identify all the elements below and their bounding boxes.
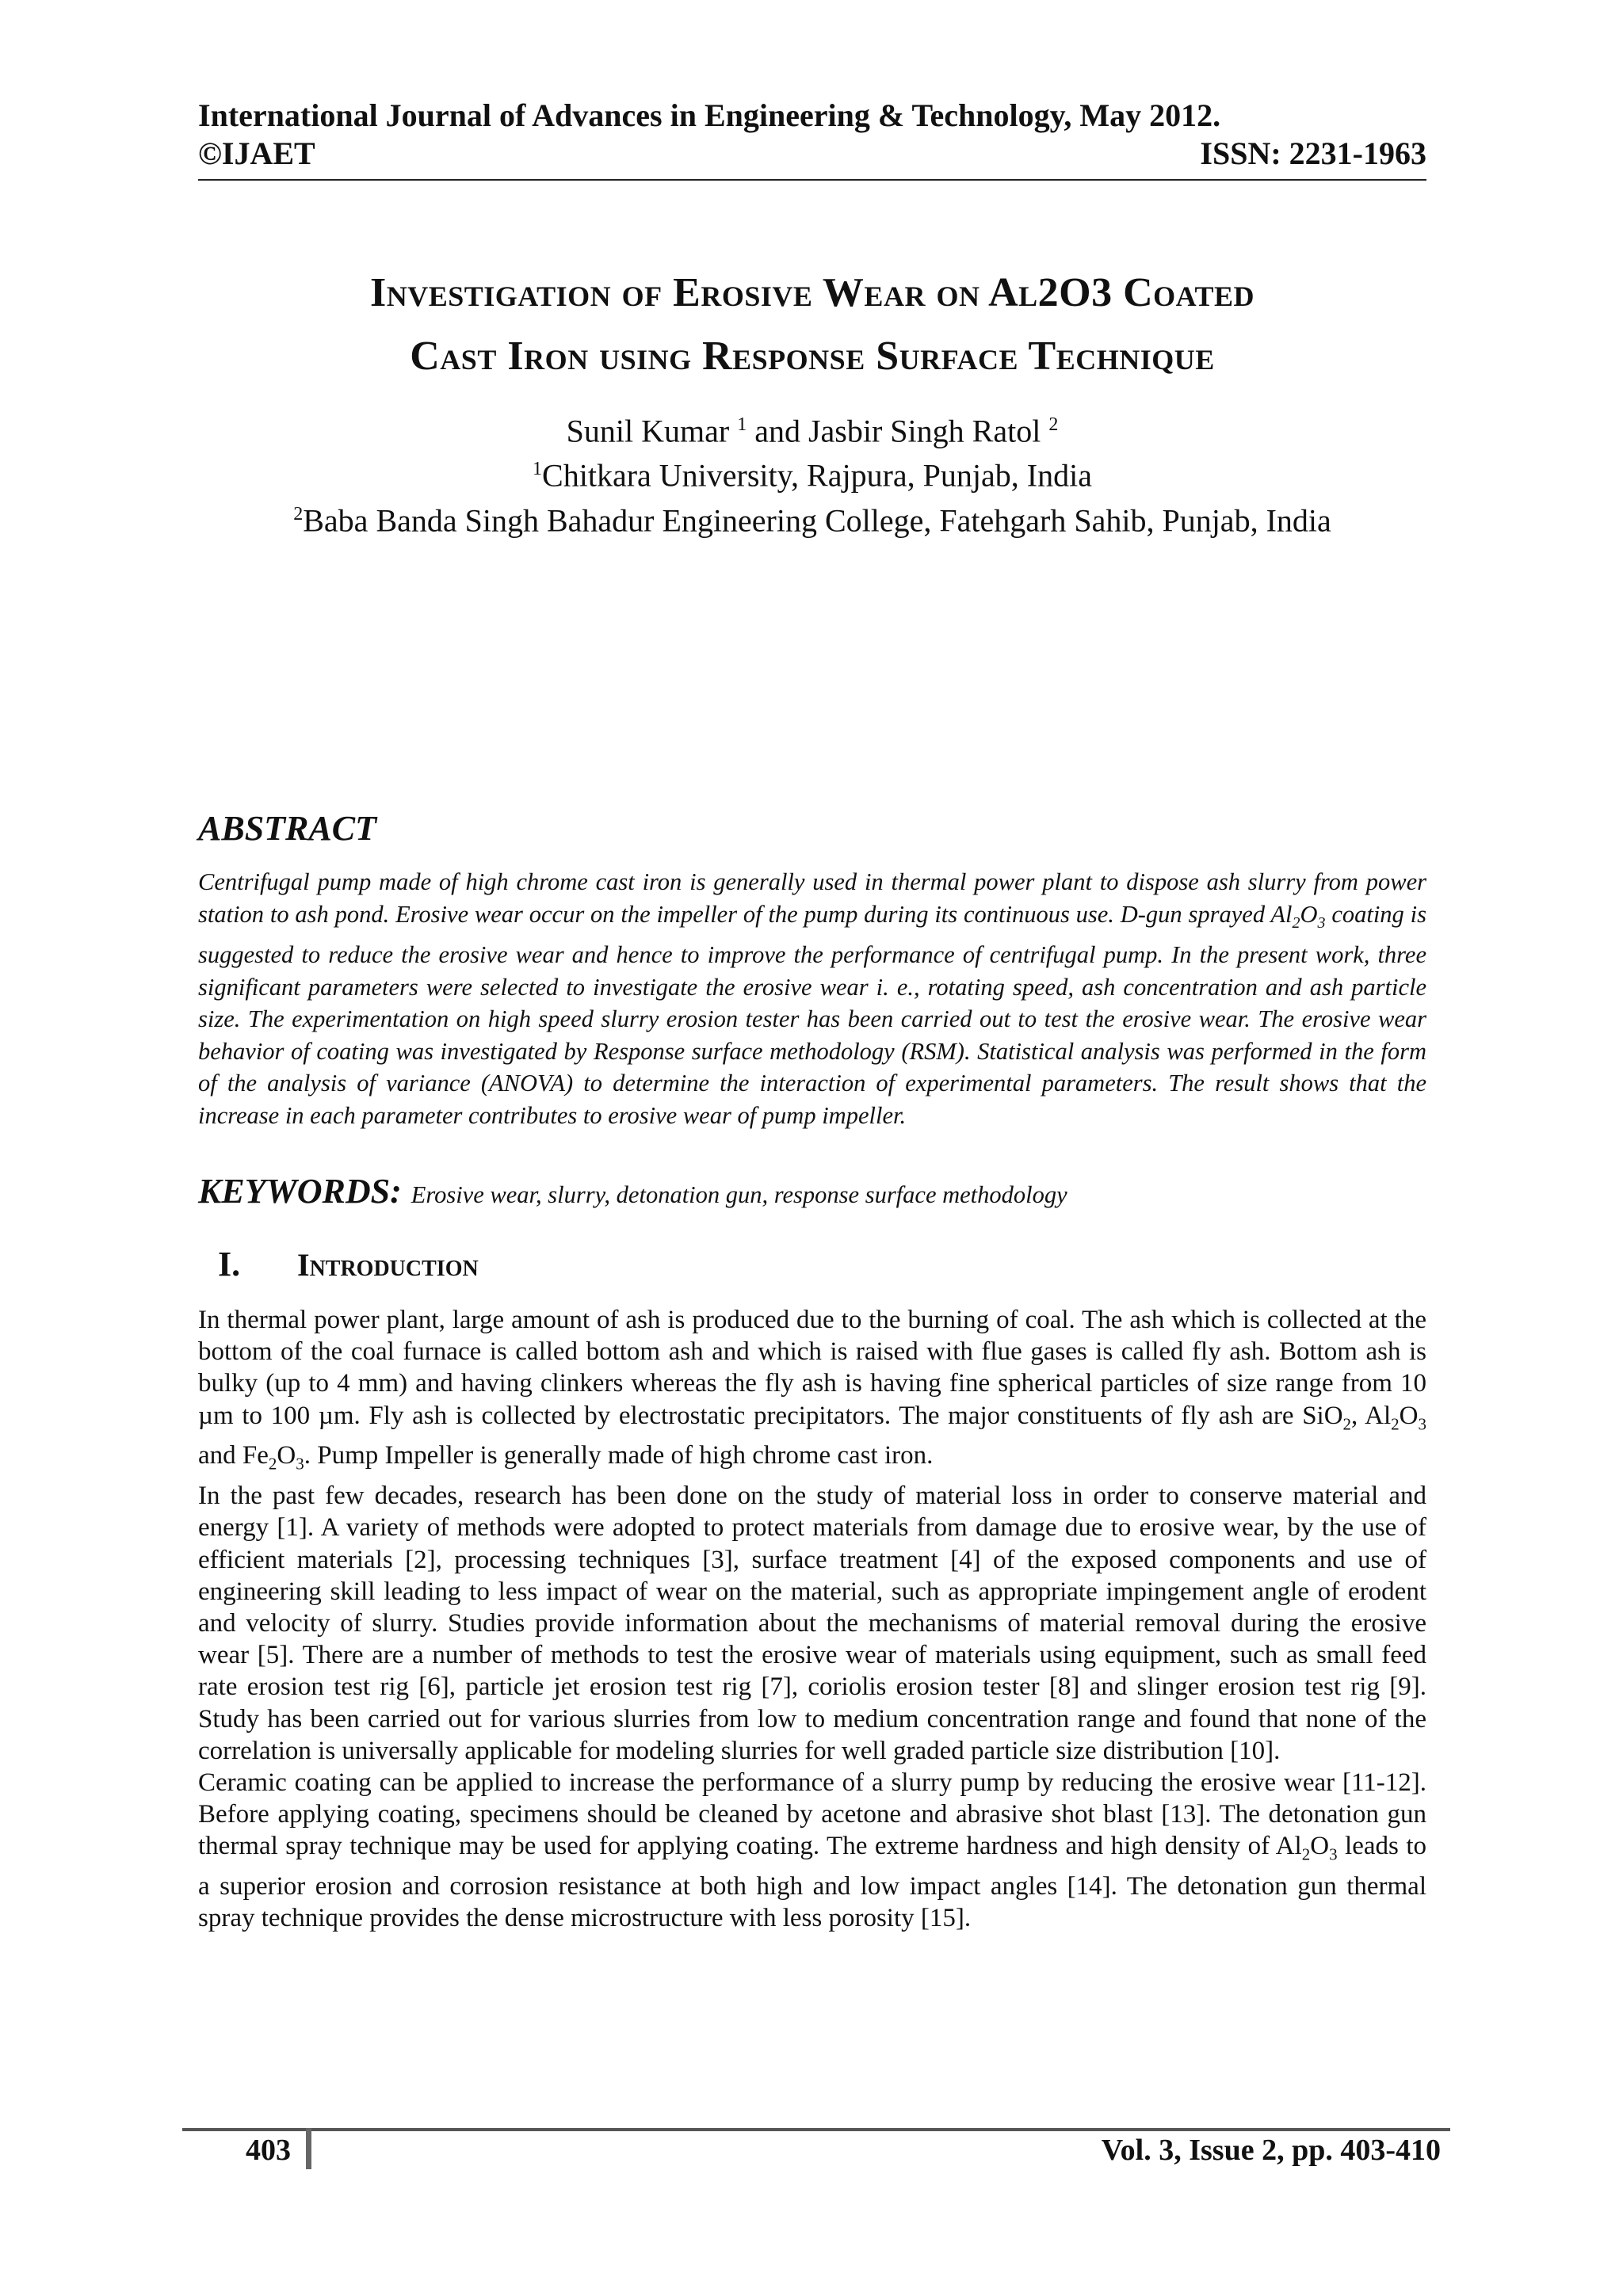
body-subscript: 3: [1418, 1414, 1426, 1434]
body-subscript: 2: [1342, 1414, 1352, 1434]
abstract-text-part: Centrifugal pump made of high chrome cast iron is generally used in thermal power plant to dispose ash slurry from power station to ash pond. Erosive wear occur on the impeller of the pump during its continuous use. D-gun sprayed Al: [198, 868, 1426, 928]
intro-paragraph-2: In the past few decades, research has been done on the study of material loss in order to conserve material and energy [1]. A variety of methods were adopted to protect materials from damage due to erosive wear, by the use of efficient materials [2], processing techniques [3], surface treatment [4] of the exposed components and use of engineering skill leading to less impact of wear on the material, such as appropriate impingement angle of erodent and velocity of slurry. Studies provide information about the mechanisms of material removal during the erosive wear [5]. There are a number of methods to test the erosive wear of materials using equipment, such as small feed rate erosion test rig [6], particle jet erosion test rig [7], coriolis erosion tester [8] and slinger erosion test rig [9]. Study has been carried out for various slurries from low to medium concentration range and found that none of the correlation is universally applicable for modeling slurries for well graded particle size distribution [10].: [198, 1482, 1426, 1765]
author-conjunction: and: [754, 413, 800, 449]
body-subscript: 3: [1329, 1845, 1338, 1865]
affiliation-2-mark: 2: [293, 503, 304, 524]
abstract-text-part: O: [1300, 900, 1318, 928]
affiliation-1-mark: 1: [533, 459, 543, 480]
author-1-affil-mark: 1: [737, 414, 747, 435]
body-text-part: and Fe: [198, 1441, 269, 1470]
abstract-subscript: 3: [1317, 913, 1326, 932]
body-text-part: O: [277, 1441, 296, 1470]
author-block: [119, 406, 1506, 540]
journal-header: [198, 97, 1426, 173]
page-number: 403: [246, 2134, 291, 2167]
body-text-part: , Al: [1351, 1401, 1392, 1430]
body-text-part: O: [1310, 1832, 1330, 1861]
section-number: I.: [218, 1245, 241, 1283]
journal-name: International Journal of Advances in Engineering & Technology, May 2012.: [198, 97, 1221, 133]
body-subscript: 2: [268, 1455, 277, 1474]
body-text-part: In thermal power plant, large amount of ash is produced due to the burning of coal. The ash which is collected at the bottom of the coal furnace is called bottom ash and which is raised with flue gases is called fly ash. Bottom ash is bulky (up to 4 mm) and having clinkers whereas the fly ash is having fine spherical particles of size range from 10 µm to 100 µm. Fly ash is collected by electrostatic precipitators. The major constituents of fly ash are SiO: [198, 1306, 1426, 1430]
body-text-part: . Pump Impeller is generally made of high chrome cast iron.: [304, 1441, 934, 1470]
author-2-affil-mark: 2: [1048, 414, 1059, 435]
intro-paragraph-1: [198, 1304, 1426, 1480]
introduction-body: [198, 1304, 1426, 1935]
affiliation-1-text: Chitkara University, Rajpura, Punjab, India: [542, 457, 1092, 494]
affiliation-2-text: Baba Banda Singh Bahadur Engineering College, Fatehgarh Sahib, Punjab, India: [303, 502, 1331, 538]
author-1: Sunil Kumar: [566, 413, 730, 449]
footer-separator-bar: [306, 2128, 311, 2169]
body-text-part: leads to a superior erosion and corrosion resistance at both high and low impact angles [14]. The detonation gun thermal spray technique provides the dense microstructure with less porosity [15].: [198, 1832, 1426, 1933]
body-subscript: 2: [1391, 1414, 1400, 1434]
author-names: [119, 406, 1506, 450]
paper-title: [119, 261, 1506, 388]
abstract-text: [198, 866, 1426, 1131]
body-subscript: 3: [296, 1455, 304, 1474]
section-title: Introduction: [297, 1247, 479, 1283]
keywords-line: [198, 1171, 1426, 1211]
volume-issue-pages: Vol. 3, Issue 2, pp. 403-410: [1101, 2134, 1441, 2167]
footer-divider: [182, 2128, 1450, 2131]
keywords-text: Erosive wear, slurry, detonation gun, response surface methodology: [411, 1181, 1067, 1208]
abstract-text-part: coating is suggested to reduce the erosive wear and hence to improve the performance of centrifugal pump. In the present work, three significant parameters were selected to investigate the erosive wear i. e., rotating speed, ash concentration and ash particle size. The experimentation on high speed slurry erosion tester has been carried out to test the erosive wear. The erosive wear behavior of coating was investigated by Response surface methodology (RSM). Statistical analysis was performed in the form of the analysis of variance (ANOVA) to determine the interaction of experimental parameters. The result shows that the increase in each parameter contributes to erosive wear of pump impeller.: [198, 900, 1426, 1129]
title-line-1: Investigation of Erosive Wear on Al2O3 Coated: [370, 270, 1254, 315]
body-text-part: O: [1399, 1401, 1419, 1430]
affiliation-2: [119, 495, 1506, 540]
copyright-label: ©IJAET: [198, 135, 315, 171]
affiliation-1: [119, 450, 1506, 494]
author-2: Jasbir Singh Ratol: [808, 413, 1041, 449]
issn-label: ISSN: 2231-1963: [1200, 135, 1426, 171]
title-line-2: Cast Iron using Response Surface Technique: [410, 334, 1215, 379]
section-heading-introduction: [218, 1244, 479, 1284]
intro-paragraph-3: [198, 1767, 1426, 1935]
abstract-heading: ABSTRACT: [198, 809, 376, 848]
header-divider: [198, 179, 1426, 181]
body-text-part: Ceramic coating can be applied to increase the performance of a slurry pump by reducing the erosive wear [11-12]. Before applying coating, specimens should be cleaned by acetone and abrasive shot blast [13]. The detonation gun thermal spray technique may be used for applying coating. The extreme hardness and high density of Al: [198, 1768, 1426, 1861]
body-subscript: 2: [1301, 1845, 1311, 1865]
abstract-subscript: 2: [1292, 913, 1300, 932]
keywords-heading: KEYWORDS:: [198, 1172, 402, 1211]
